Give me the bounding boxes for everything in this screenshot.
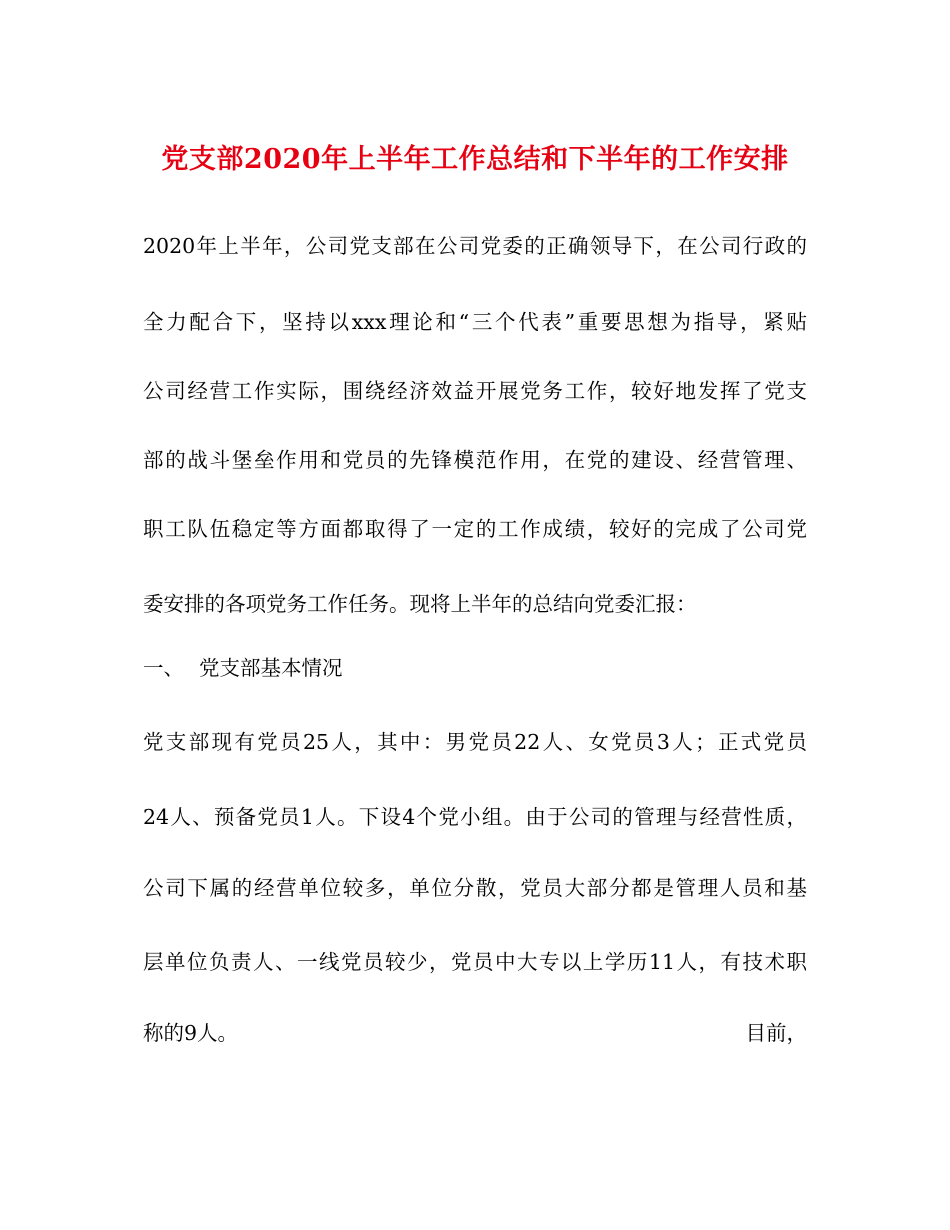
section-heading-text: 党支部基本情况 bbox=[199, 656, 343, 680]
paragraph-line: 部的战斗堡垒作用和党员的先锋模范作用，在党的建设、经营管理、 bbox=[143, 448, 807, 472]
paragraph-line: 全力配合下，坚持以xxx理论和“三个代表”重要思想为指导，紧贴 bbox=[143, 310, 807, 334]
paragraph-line: 层单位负责人、一线党员较少，党员中大专以上学历11人，有技术职 bbox=[143, 950, 807, 974]
paragraph-line: 公司经营工作实际，围绕经济效益开展党务工作，较好地发挥了党支 bbox=[143, 379, 807, 403]
paragraph-line: 2020年上半年，公司党支部在公司党委的正确领导下，在公司行政的 bbox=[143, 234, 807, 258]
paragraph-line: 职工队伍稳定等方面都取得了一定的工作成绩，较好的完成了公司党 bbox=[143, 517, 807, 541]
paragraph-last-line bbox=[143, 1013, 807, 1053]
section-number: 一、 bbox=[143, 656, 184, 680]
line-left-text: 称的9人。 bbox=[143, 1021, 239, 1045]
paragraph-line: 24人、预备党员1人。下设4个党小组。由于公司的管理与经营性质， bbox=[143, 805, 807, 829]
paragraph-line: 公司下属的经营单位较多，单位分散，党员大部分都是管理人员和基 bbox=[143, 876, 807, 900]
document-title: 党支部2020年上半年工作总结和下半年的工作安排 bbox=[161, 144, 789, 175]
paragraph-line: 委安排的各项党务工作任务。现将上半年的总结向党委汇报： bbox=[143, 592, 697, 616]
section-heading bbox=[143, 648, 807, 688]
paragraph-line: 党支部现有党员25人，其中：男党员22人、女党员3人；正式党员 bbox=[143, 730, 807, 754]
line-right-text: 目前， bbox=[745, 1021, 807, 1045]
